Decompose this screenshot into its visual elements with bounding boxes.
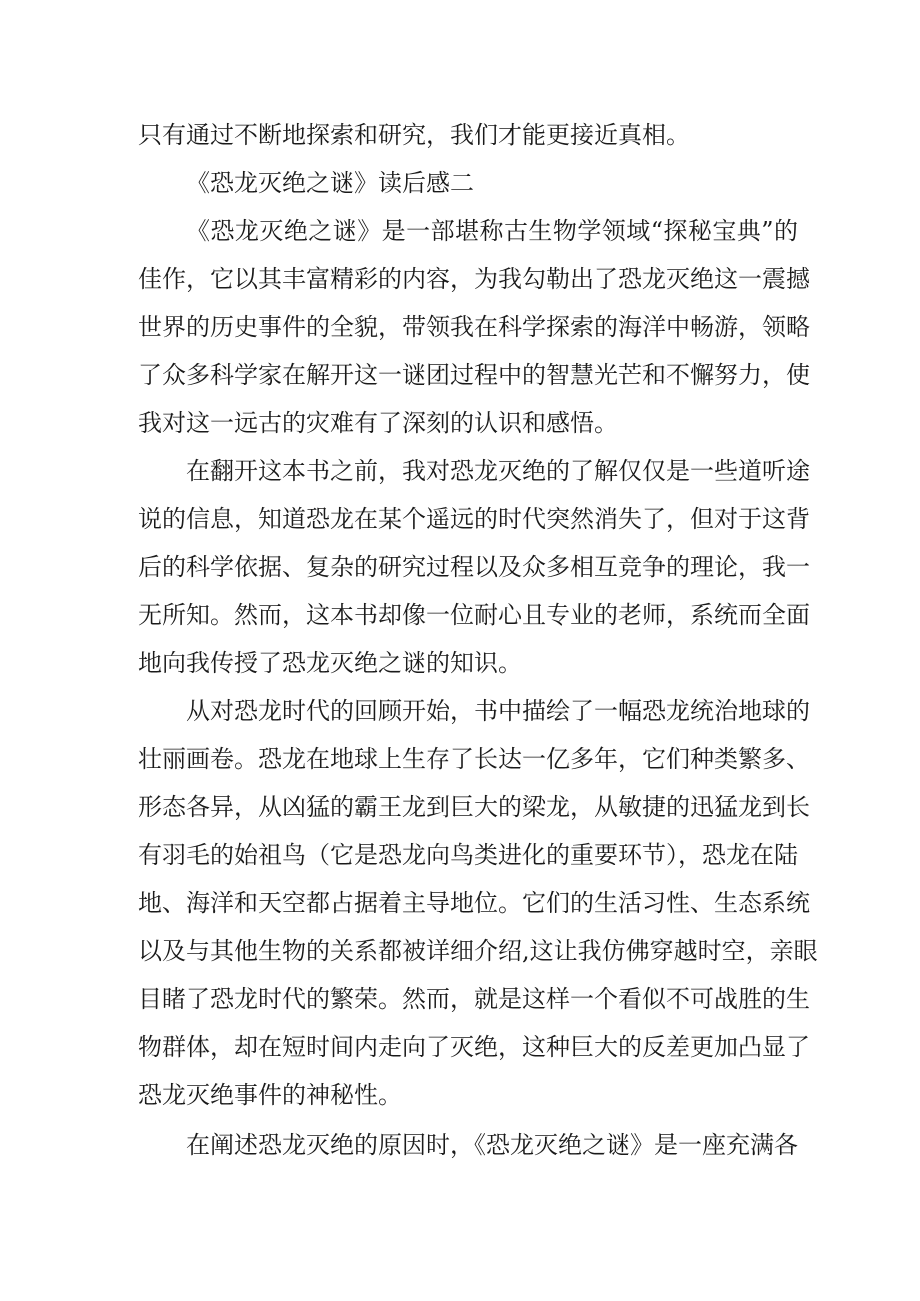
- text-line: 物群体，却在短时间内走向了灭绝，这种巨大的反差更加凸显了: [138, 1033, 810, 1061]
- text-line: 后的科学依据、复杂的研究过程以及众多相互竞争的理论，我一: [138, 553, 810, 581]
- text-line: 我对这一远古的灾难有了深刻的认识和感悟。: [138, 409, 618, 437]
- text-line: 了众多科学家在解开这一谜团过程中的智慧光芒和不懈努力，使: [138, 361, 810, 389]
- text-line: 世界的历史事件的全貌，带领我在科学探索的海洋中畅游，领略: [138, 313, 810, 341]
- text-line: 《恐龙灭绝之谜》是一部堪称古生物学领域“探秘宝典”的: [186, 217, 798, 245]
- text-line: 地、海洋和天空都占据着主导地位。它们的生活习性、生态系统: [138, 889, 810, 917]
- text-line: 说的信息，知道恐龙在某个遥远的时代突然消失了，但对于这背: [138, 505, 810, 533]
- section-title: 《恐龙灭绝之谜》读后感二: [186, 169, 474, 197]
- text-line: 以及与其他生物的关系都被详细介绍,这让我仿佛穿越时空，亲眼: [138, 937, 818, 965]
- text-line: 恐龙灭绝事件的神秘性。: [138, 1081, 402, 1109]
- text-line: 只有通过不断地探索和研究，我们才能更接近真相。: [138, 121, 690, 149]
- text-line: 地向我传授了恐龙灭绝之谜的知识。: [138, 649, 522, 677]
- text-line: 有羽毛的始祖鸟（它是恐龙向鸟类进化的重要环节），恐龙在陆: [138, 841, 798, 869]
- text-line: 无所知。然而，这本书却像一位耐心且专业的老师，系统而全面: [138, 601, 810, 629]
- text-line: 壮丽画卷。恐龙在地球上生存了长达一亿多年，它们种类繁多、: [138, 745, 810, 773]
- text-line: 目睹了恐龙时代的繁荣。然而，就是这样一个看似不可战胜的生: [138, 985, 810, 1013]
- text-line: 在阐述恐龙灭绝的原因时，《恐龙灭绝之谜》是一座充满各: [186, 1131, 798, 1159]
- text-line: 在翻开这本书之前，我对恐龙灭绝的了解仅仅是一些道听途: [186, 457, 810, 485]
- text-line: 佳作，它以其丰富精彩的内容，为我勾勒出了恐龙灭绝这一震撼: [138, 265, 810, 293]
- text-line: 从对恐龙时代的回顾开始，书中描绘了一幅恐龙统治地球的: [186, 697, 810, 725]
- text-line: 形态各异，从凶猛的霸王龙到巨大的梁龙，从敏捷的迅猛龙到长: [138, 793, 810, 821]
